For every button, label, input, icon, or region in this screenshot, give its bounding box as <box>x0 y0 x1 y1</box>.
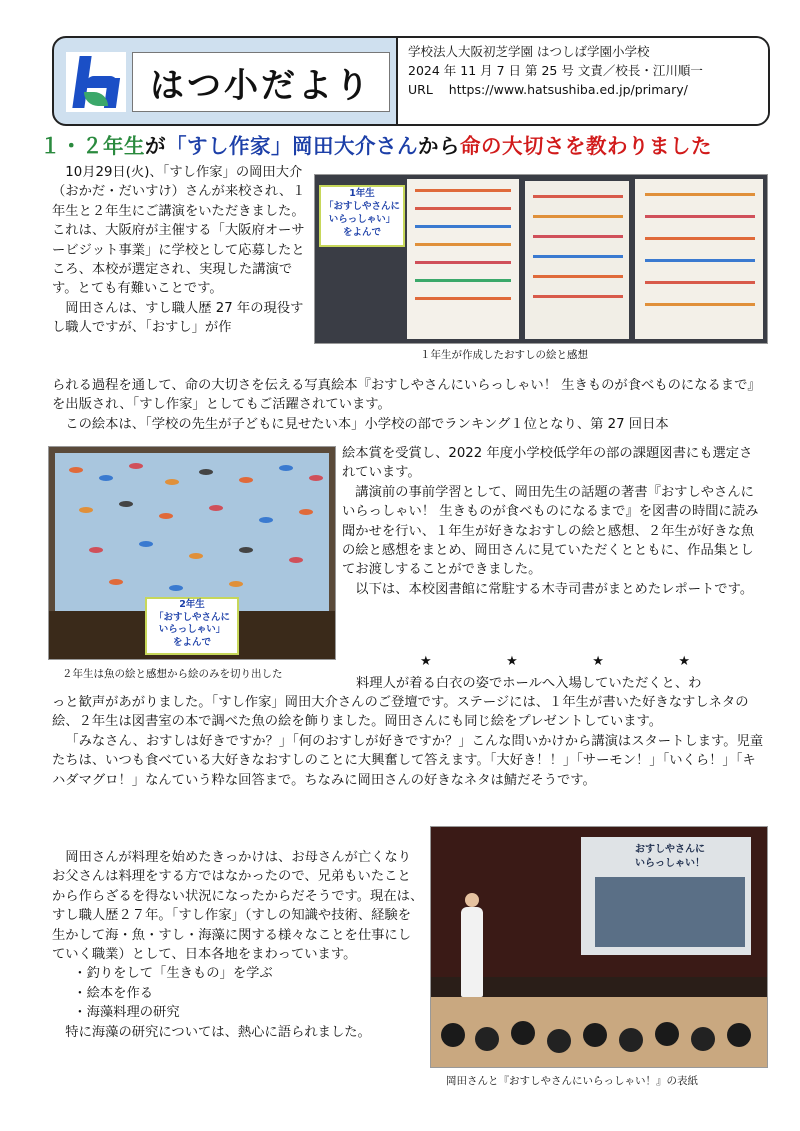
newsletter-title: はつ小だより <box>132 52 390 112</box>
intro-paragraph-2b: られる過程を通して、命の大切さを伝える写真絵本『おすしやさんにいらっしゃい！ 生きものが食べものになるまで』を出版され、「すし作家」としてもご活躍されています。 <box>52 378 761 413</box>
report-paragraph-1a: 料理人が着る白衣の姿でホールへ入場していただくと、わ <box>356 676 702 691</box>
star-icon: ★ <box>592 654 604 669</box>
report-column <box>52 848 424 1042</box>
intro-paragraph-2a: 岡田さんは、すし職人歴 27 年の現役すし職人ですが、「おすし」が作 <box>52 300 304 336</box>
report-paragraph-4: 特に海藻の研究については、熱心に語られました。 <box>65 1024 371 1040</box>
newsletter-meta <box>396 38 768 124</box>
issue-info: 2024 年 11 月 7 日 第 25 号 文責／校長・江川順一 <box>408 63 703 78</box>
intro-paragraph-3a: この絵本は、「学校の先生が子どもに見せたい本」小学校の部でランキング１位となり、第 27 回日本 <box>65 416 669 432</box>
photo-caption: 岡田さんと『おすしやさんにいらっしゃい！』の表紙 <box>446 1075 698 1087</box>
report-paragraph-2: 「みなさん、おすしは好きですか？」「何のおすしが好きですか？」こんな問いかけから講演はスタートします。児童たちは、いつも食べている大好きなおすしのことに大興奮して答えます。「大好き！！」「サーモン！」「いくら！」「キハダマグロ！」なんていう粋な回答まで。ちなみに岡田さんの好きなネタは鯖だそうです。 <box>52 733 764 788</box>
school-name: 学校法人大阪初芝学園 はつしば学園小学校 <box>408 44 650 59</box>
section-divider <box>420 654 690 669</box>
photo-second-grade-fish <box>48 446 336 660</box>
star-icon: ★ <box>420 654 432 669</box>
intro-paragraph-5: 以下は、本校図書館に常駐する木寺司書がまとめたレポートです。 <box>355 581 754 597</box>
headline-particle-kara: から <box>418 134 460 158</box>
intro-paragraph-1: 10月29日(火)、「すし作家」の岡田大介（おかだ・だいすけ）さんが来校され、１年生と２年生にご講演をいただきました。これは、大阪府が主催する「大阪府オーサービジット事業」に学校として応募したところ、本校が選定され、実現した講演です。とても有難いことです。 <box>52 165 306 297</box>
projector-screen: おすしやさんに いらっしゃい！ <box>581 837 751 955</box>
star-icon: ★ <box>678 654 690 669</box>
report-fullwidth <box>52 693 764 790</box>
headline-grades: １・２年生 <box>40 134 145 158</box>
photo-lecture <box>430 826 768 1068</box>
list-item: ・ 釣りをして「生きもの」を学ぶ <box>52 964 424 983</box>
headline-topic: 命の大切さを教わりました <box>460 134 712 158</box>
photo-caption: １年生が作成したおすしの絵と感想 <box>420 349 588 361</box>
url-label: URL <box>408 82 433 97</box>
list-item: ・ 海藻料理の研究 <box>52 1003 424 1022</box>
intro-fullwidth <box>52 376 764 434</box>
prep-column <box>342 444 764 599</box>
url-line <box>408 80 758 99</box>
photo-caption: ２年生は魚の絵と感想から絵のみを切り出した <box>62 668 283 680</box>
headline-author: 「すし作家」岡田大介さん <box>166 134 418 158</box>
intro-paragraph-4: 講演前の事前学習として、岡田先生の話題の著書『おすしやさんにいらっしゃい！ 生きものが食べものになるまで』を図書の時間に読み聞かせを行い、１年生が好きなおすしの絵と感想、２年生が好きな魚の絵と感想をまとめ、岡田さんに見ていただくとともに、作品集としてお渡しすることができました。 <box>342 484 759 578</box>
second-grade-sign: 2年生 「おすしやさんに いらっしゃい」 をよんで <box>145 597 239 655</box>
photo-first-grade-drawings <box>314 174 768 344</box>
report-paragraph-1b: っと歓声があがりました。「すし作家」岡田大介さんのご登壇です。ステージには、１年生が書いた好きなすしネタの絵、２年生は図書室の本で調べた魚の絵を飾りました。岡田さんにも同じ絵をプレゼントしています。 <box>52 695 749 730</box>
star-icon: ★ <box>506 654 518 669</box>
article-headline <box>40 129 770 159</box>
headline-particle-ga: が <box>145 134 166 158</box>
activity-list <box>52 964 424 1022</box>
intro-paragraph-3b: 絵本賞を受賞し、2022 年度小学校低学年の部の課題図書にも選定されています。 <box>342 446 753 481</box>
newsletter-header <box>52 36 770 126</box>
lecturer-figure <box>461 907 483 997</box>
list-item: ・ 絵本を作る <box>52 984 424 1003</box>
first-grade-sign: 1年生 「おすしやさんに いらっしゃい」 をよんで <box>319 185 405 247</box>
url-link[interactable]: https://www.hatsushiba.ed.jp/primary/ <box>448 82 688 97</box>
report-line-1 <box>356 674 766 693</box>
report-paragraph-3: 岡田さんが料理を始めたきっかけは、お母さんが亡くなりお父さんは料理をする方ではなかったので、兄弟もいたことから作らざるを得ない状況になったからだそうです。現在は、すし職人歴２７年。「すし作家」（すしの知識や技術、経験を生かして海・魚・すし・海藻に関する様々なことを仕事にしていく職業）として、日本各地をまわっています。 <box>52 850 424 963</box>
school-logo <box>66 52 126 112</box>
intro-column <box>52 163 306 338</box>
